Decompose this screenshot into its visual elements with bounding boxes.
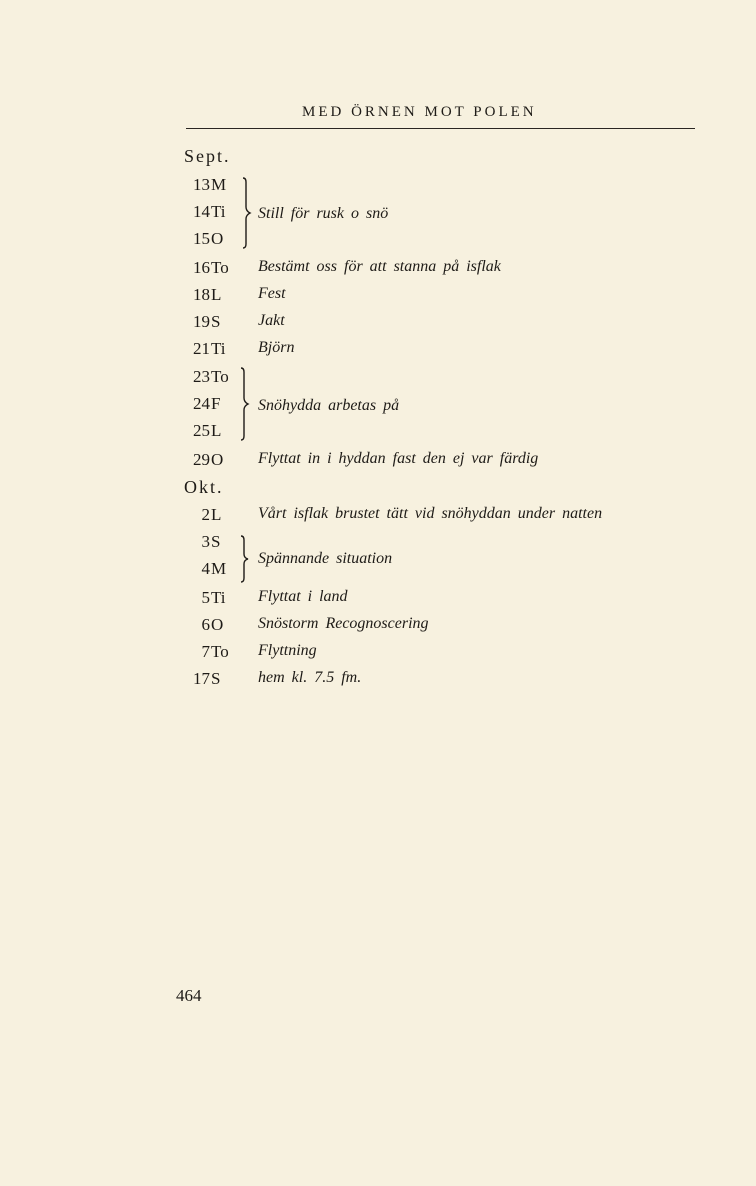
brace-icon [240,176,254,250]
entry-note-group: Spännande situation [258,550,393,567]
entry-weekday: F [211,394,221,413]
page-number: 464 [176,986,202,1005]
entry-row [0,615,756,641]
entry-date: 18 [193,285,210,304]
entry-weekday: S [211,312,221,331]
entry-note: Fest [258,285,286,302]
entry-row [0,258,756,284]
header-rule [186,128,695,129]
entry-date: 29 [193,450,210,469]
entry-date: 24 [193,394,210,413]
entry-date: 7 [201,642,210,661]
entry-date: 19 [193,312,210,331]
entry-note: Snöstorm Recognoscering [258,615,429,632]
entry-date: 13 [193,175,210,194]
entry-row [0,367,756,393]
entry-weekday: To [211,258,229,277]
entry-date: 3 [201,532,210,551]
entry-date: 15 [193,229,210,248]
entry-note: Flyttat in i hyddan fast den ej var färdig [258,450,539,467]
entry-weekday: To [211,642,229,661]
entry-date: 6 [201,615,210,634]
entry-row [0,450,756,476]
entry-weekday: To [211,367,229,386]
entry-note: Björn [258,339,295,356]
entry-date: 4 [201,559,210,578]
entry-weekday: L [211,421,222,440]
brace-icon [238,366,252,442]
entry-weekday: Ti [211,339,226,358]
entry-note: Vårt isflak brustet tätt vid snöhyddan under natten [258,505,603,522]
entry-weekday: Ti [211,202,226,221]
entry-row [0,421,756,447]
entry-date: 23 [193,367,210,386]
month-sept: Sept. [184,146,231,166]
entry-weekday: M [211,175,227,194]
entry-row [0,505,756,531]
entry-row [0,642,756,668]
entry-note: Flyttat i land [258,588,348,605]
entry-row [0,175,756,201]
entry-weekday: Ti [211,588,226,607]
entry-note: hem kl. 7.5 fm. [258,669,362,686]
entry-note: Flyttning [258,642,317,659]
header-title: MED ÖRNEN MOT POLEN [302,104,537,120]
entry-weekday: S [211,532,221,551]
entry-date: 5 [201,588,210,607]
entry-note: Jakt [258,312,285,329]
entry-row [0,588,756,614]
entry-note-group: Snöhydda arbetas på [258,397,400,414]
entry-weekday: O [211,229,224,248]
entry-note: Bestämt oss för att stanna på isflak [258,258,501,275]
entry-row [0,312,756,338]
entry-weekday: M [211,559,227,578]
entry-row [0,285,756,311]
entry-weekday: S [211,669,221,688]
entry-row [0,229,756,255]
entry-weekday: L [211,505,222,524]
entry-weekday: O [211,615,224,634]
entry-date: 14 [193,202,210,221]
entry-date: 17 [193,669,210,688]
entry-date: 16 [193,258,210,277]
entry-date: 25 [193,421,210,440]
brace-icon [238,534,252,584]
entry-row [0,669,756,695]
entry-weekday: O [211,450,224,469]
entry-date: 21 [193,339,210,358]
entry-weekday: L [211,285,222,304]
entry-note-group: Still för rusk o snö [258,205,389,222]
entry-date: 2 [201,505,210,524]
entry-row [0,339,756,365]
month-okt: Okt. [184,477,224,497]
